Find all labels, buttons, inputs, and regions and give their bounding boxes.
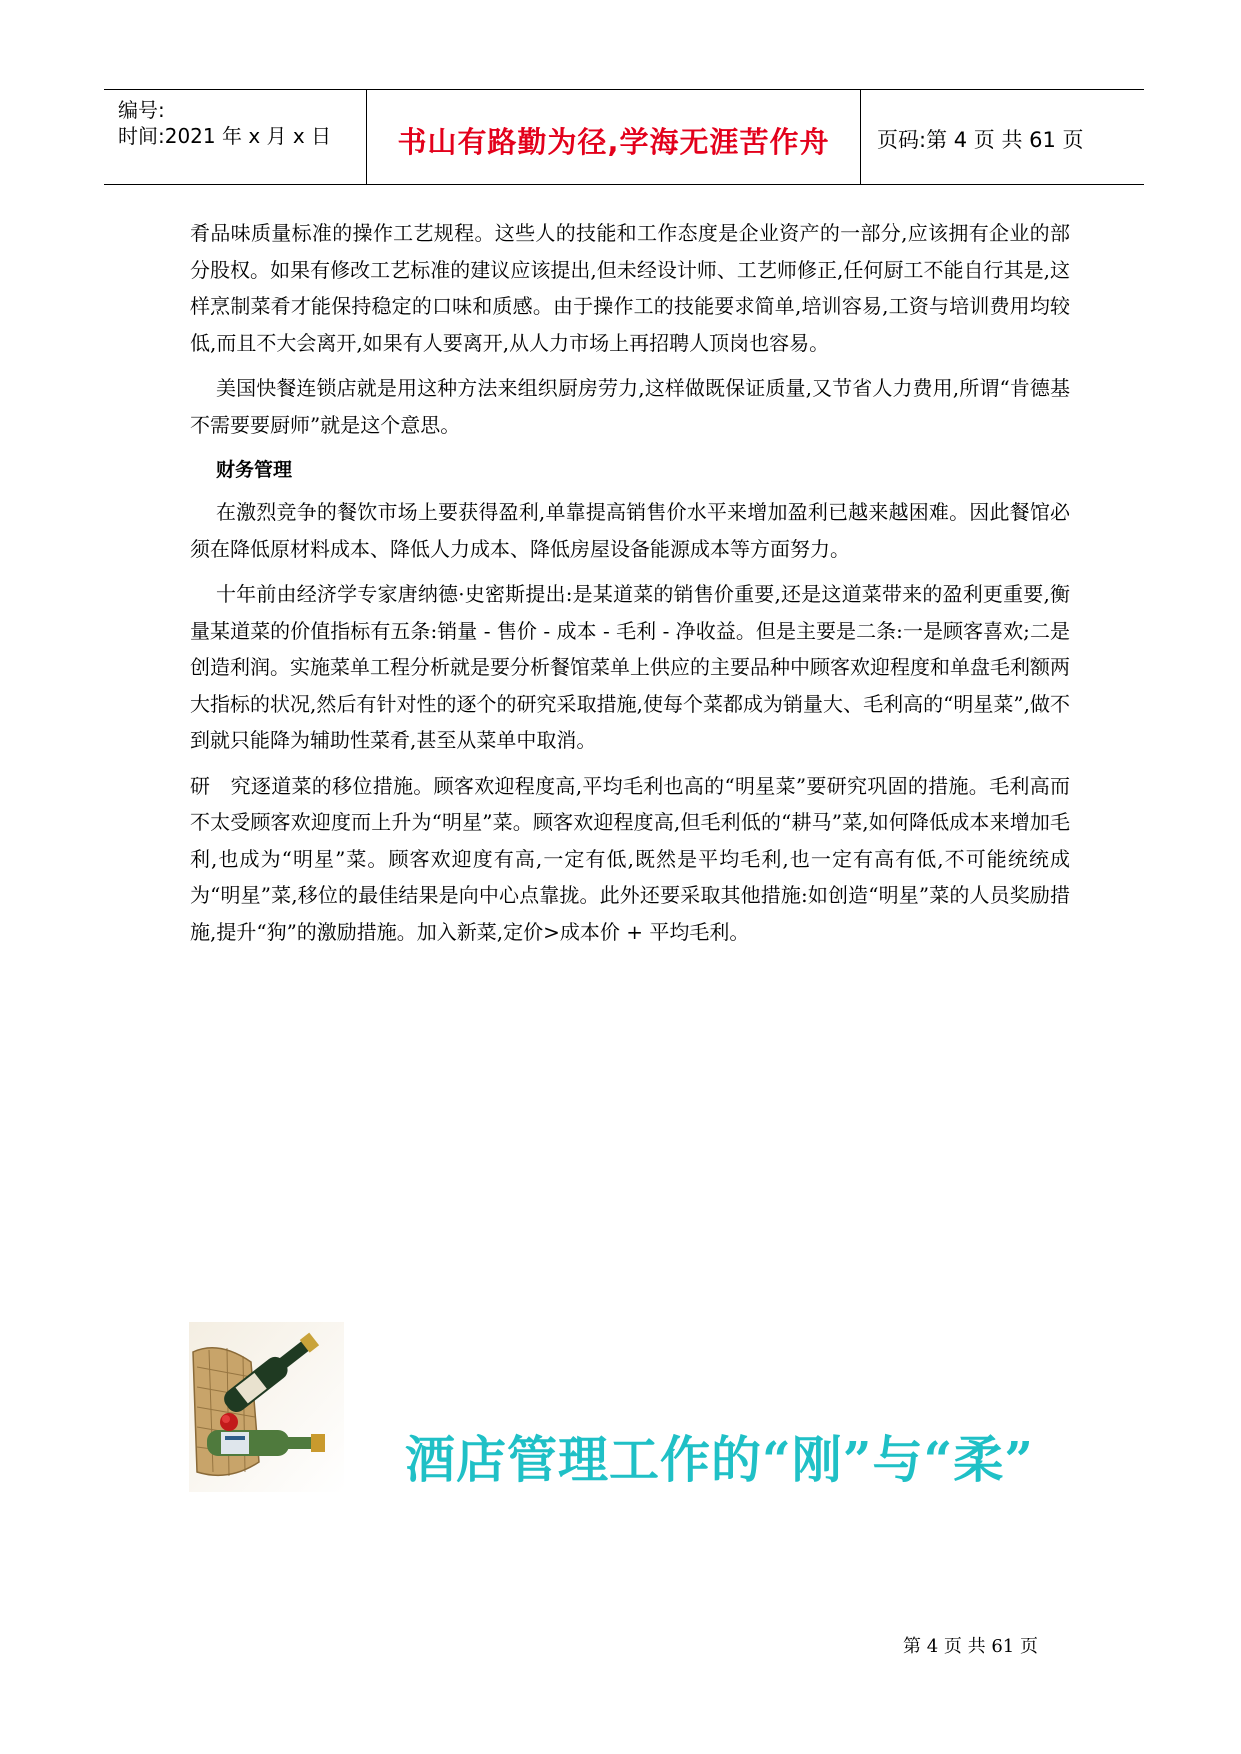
body-paragraph-2: 美国快餐连锁店就是用这种方法来组织厨房劳力,这样做既保证质量,又节省人力费用,所谓“肯德基不需要要厨师”就是这个意思。 [190, 376, 1070, 437]
section-heading: 财务管理 [216, 459, 293, 481]
footer-page-number: 第 4 页 共 61 页 [903, 1636, 1038, 1657]
header-motto: 书山有路勤为径,学海无涯苦作舟 [397, 125, 830, 159]
header-info-cell [104, 90, 367, 184]
body-paragraph-3: 在激烈竞争的餐饮市场上要获得盈利,单靠提高销售价水平来增加盈利已越来越困难。因此餐馆必须在降低原材料成本、降低人力成本、降低房屋设备能源成本等方面努力。 [190, 500, 1070, 561]
page-header [104, 89, 1144, 185]
document-body [190, 215, 1070, 959]
header-motto-cell [367, 90, 861, 184]
header-page-code: 页码:第 4 页 共 61 页 [877, 128, 1084, 152]
wine-bottles-basket-icon [189, 1322, 344, 1492]
document-id-label: 编号: [118, 98, 165, 122]
body-paragraph-1: 肴品味质量标准的操作工艺规程。这些人的技能和工作态度是企业资产的一部分,应该拥有企业的部分股权。如果有修改工艺标准的建议应该提出,但未经设计师、工艺师修正,任何厨工不能自行其是,这样烹制菜肴才能保持稳定的口味和质感。由于操作工的技能要求简单,培训容易,工资与培训费用均较低,而且不大会离开,如果有人要离开,从人力市场上再招聘人顶岗也容易。 [190, 221, 1070, 355]
header-page-cell [861, 90, 1144, 184]
banner-title: 酒店管理工作的“刚”与“柔” [405, 1430, 1035, 1489]
body-paragraph-4: 十年前由经济学专家唐纳德·史密斯提出:是某道菜的销售价重要,还是这道菜带来的盈利更重要,衡量某道菜的价值指标有五条:销量 - 售价 - 成本 - 毛利 - 净收益。但是主要是二条:一是顾客喜欢;二是创造利润。实施菜单工程分析就是要分析餐馆菜单上供应的主要品种中顾客欢迎程度和单盘毛利额两大指标的状况,然后有针对性的逐个的研究采取措施,使每个菜都成为销量大、毛利高的“明星菜”,做不到就只能降为辅助性菜肴,甚至从菜单中取消。 [190, 582, 1070, 752]
document-time-label: 时间:2021 年 x 月 x 日 [118, 124, 332, 148]
body-paragraph-5: 研 究逐道菜的移位措施。顾客欢迎程度高,平均毛利也高的“明星菜”要研究巩固的措施。毛利高而不太受顾客欢迎度而上升为“明星”菜。顾客欢迎程度高,但毛利低的“耕马”菜,如何降低成本来增加毛利,也成为“明星”菜。顾客欢迎度有高,一定有低,既然是平均毛利,也一定有高有低,不可能统统成为“明星”菜,移位的最佳结果是向中心点靠拢。此外还要采取其他措施:如创造“明星”菜的人员奖励措施,提升“狗”的激励措施。加入新菜,定价>成本价 + 平均毛利。 [190, 773, 1070, 944]
